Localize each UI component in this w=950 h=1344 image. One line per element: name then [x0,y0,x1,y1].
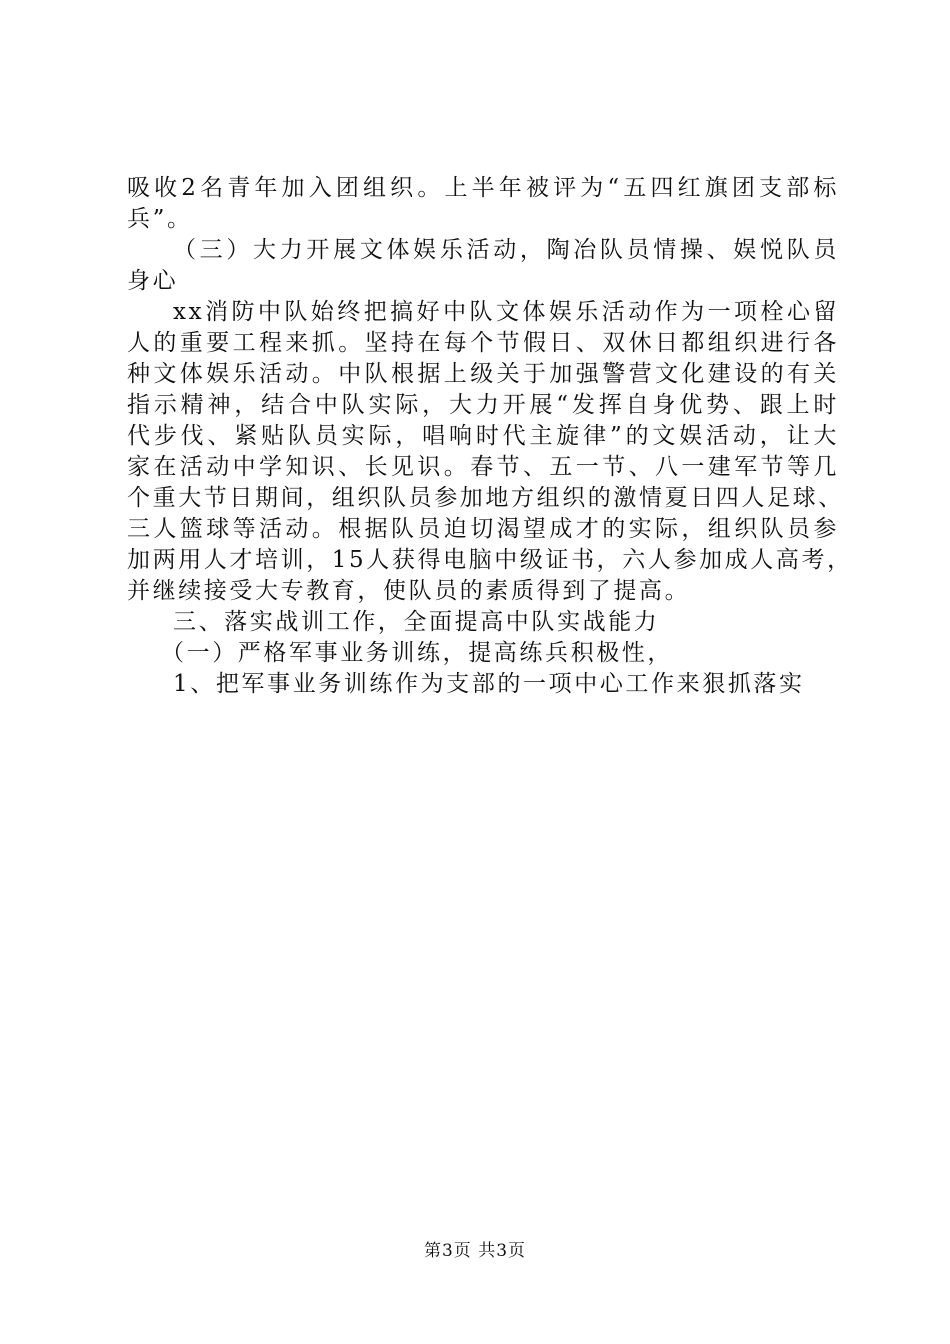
list-item: 1、把军事业务训练作为支部的一项中心工作来狠抓落实 [173,671,805,697]
page-number: 第3页 共3页 [423,1241,527,1261]
text-line: 指示精神，结合中队实际，大力开展“发挥自身优势、跟上时 [127,392,839,418]
text-line: 加两用人才培训，15人获得电脑中级证书，六人参加成人高考， [127,547,853,573]
text-line: xx消防中队始终把搞好中队文体娱乐活动作为一项栓心留 [173,299,839,325]
text-line: 个重大节日期间，组织队员参加地方组织的激情夏日四人足球、 [127,485,844,511]
text-line: 家在活动中学知识、长见识。春节、五一节、八一建军节等几 [127,454,839,480]
text-line: 人的重要工程来抓。坚持在每个节假日、双休日都组织进行各 [127,330,839,356]
section-heading: 三、落实战训工作，全面提高中队实战能力 [173,609,660,635]
section-heading-continued: 身心 [127,268,179,294]
subsection-heading: （一）严格军事业务训练，提高练兵积极性， [161,640,673,666]
text-line: 代步伐、紧贴队员实际，唱响时代主旋律”的文娱活动，让大 [127,423,839,449]
text-line: 吸收2名青年加入团组织。上半年被评为“五四红旗团支部标 [127,175,839,201]
text-line: 种文体娱乐活动。中队根据上级关于加强警营文化建设的有关 [127,361,839,387]
body-text [127,173,853,700]
text-line: 兵”。 [127,206,193,232]
section-heading: （三）大力开展文体娱乐活动，陶冶队员情操、娱悦队员 [173,237,839,263]
text-line: 并继续接受大专教育，使队员的素质得到了提高。 [127,578,691,604]
text-line: 三人篮球等活动。根据队员迫切渴望成才的实际，组织队员参 [127,516,839,542]
